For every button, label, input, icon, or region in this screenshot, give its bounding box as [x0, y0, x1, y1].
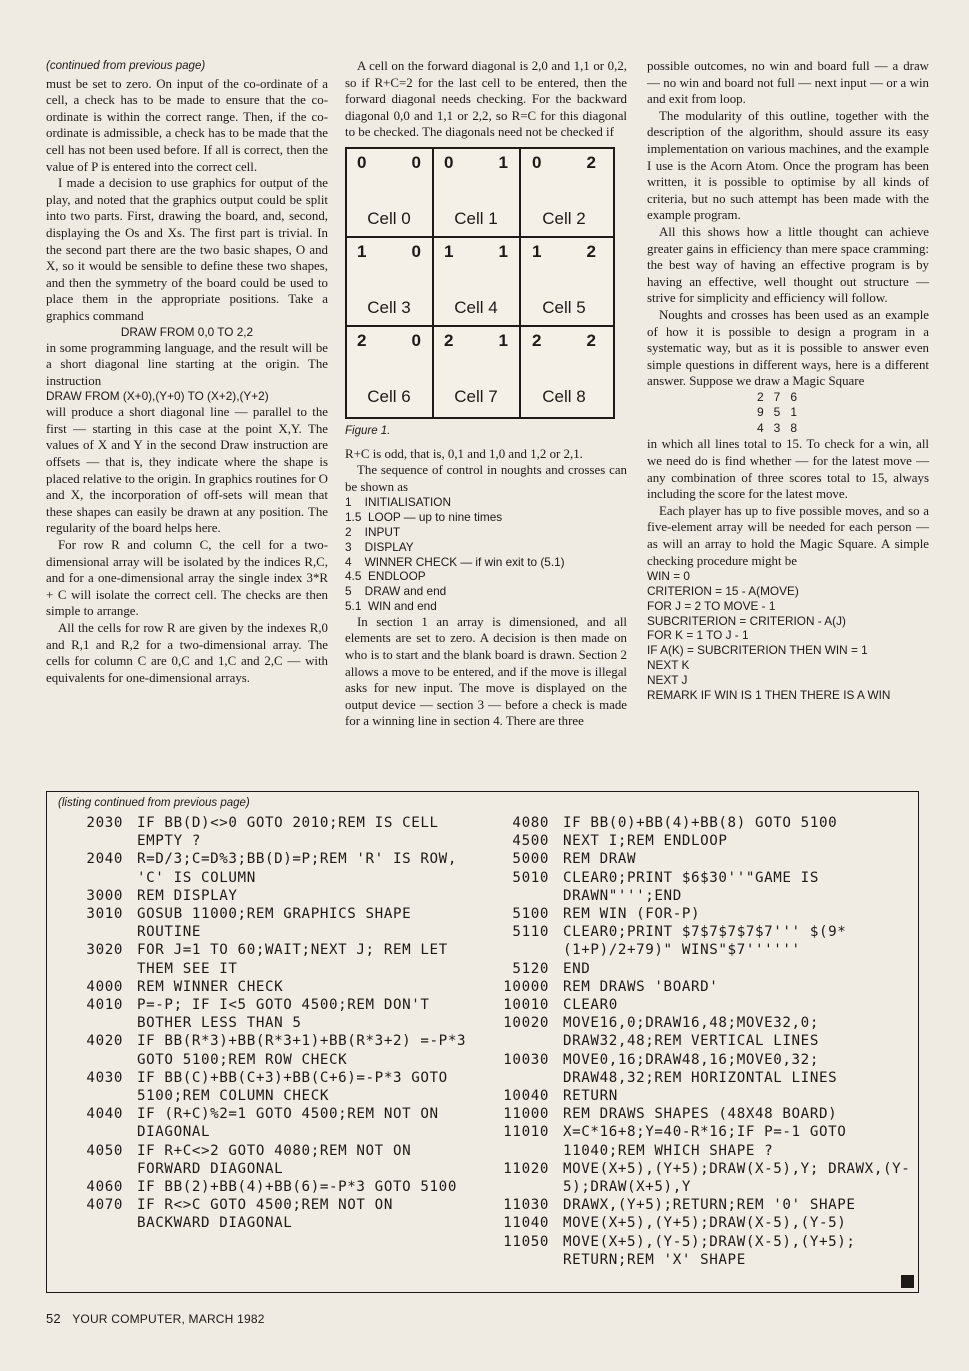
- paragraph: in which all lines total to 15. To check for a win, all we need do is find whether — for the latest move — any combination of three scores total to 15, always including the score for the latest move.: [647, 437, 929, 502]
- line-number: 4020: [86, 1033, 123, 1050]
- line-code: REM DRAWS SHAPES (48X48 BOARD): [563, 1106, 838, 1123]
- cell-label: Cell 4: [454, 297, 498, 317]
- listing-line: [487, 996, 917, 1014]
- line-code: IF BB(R*3)+BB(R*3+1)+BB(R*3+2) =-P*3 GOTO 5100;REM ROW CHECK: [137, 1033, 476, 1068]
- graphics-command: DRAW FROM (X+0),(Y+0) TO (X+2),(Y+2): [46, 389, 269, 404]
- listing-line: [487, 832, 917, 850]
- listing-right-column: [487, 814, 917, 1269]
- line-number: 11000: [503, 1106, 549, 1123]
- line-number: 10030: [503, 1051, 549, 1068]
- line-number: 3020: [86, 942, 123, 959]
- cell-label: Cell 3: [367, 297, 411, 317]
- end-of-article-mark: [901, 1275, 914, 1288]
- listing-line: [487, 1051, 917, 1087]
- grid-cell: [434, 327, 518, 415]
- listing-line: [487, 1196, 917, 1214]
- paragraph: R+C is odd, that is, 0,1 and 1,0 and 1,2 or 2,1.: [345, 446, 583, 461]
- listing-line: [487, 1014, 917, 1050]
- line-code: CLEAR0;PRINT $6$30''"GAME IS DRAWN"''';END: [563, 869, 829, 904]
- paragraph: Noughts and crosses has been used as an example of how it is possible to design a program in a systematic way, but as it is possible to answer even simple questions in different ways, here is a different answer. Suppose we draw a Magic Square: [647, 307, 929, 389]
- listing-line: [61, 996, 471, 1032]
- line-number: 3000: [86, 887, 123, 904]
- page-footer: [46, 1311, 265, 1326]
- listing-line: [61, 941, 471, 977]
- line-code: REM DISPLAY: [137, 887, 238, 904]
- listing-line: [61, 814, 471, 850]
- listing-line: [487, 923, 917, 959]
- listing-line: [487, 869, 917, 905]
- line-code: IF (R+C)%2=1 GOTO 4500;REM NOT ON DIAGONAL: [137, 1106, 448, 1141]
- line-code: MOVE(X+5),(Y-5);DRAW(X-5),(Y+5); RETURN;REM 'X' SHAPE: [563, 1233, 865, 1268]
- col-index: 2: [586, 152, 596, 172]
- magic-square-row: 2 7 6: [757, 389, 798, 404]
- row-index: 2: [357, 330, 367, 350]
- line-code: MOVE0,16;DRAW48,16;MOVE0,32; DRAW48,32;REM HORIZONTAL LINES: [563, 1051, 838, 1086]
- paragraph: The sequence of control in noughts and crosses can be shown as: [345, 463, 627, 494]
- line-number: 4000: [86, 978, 123, 995]
- listing-line: [61, 850, 471, 886]
- row-index: 2: [532, 330, 542, 350]
- line-code: IF R<>C GOTO 4500;REM NOT ON BACKWARD DIAGONAL: [137, 1197, 403, 1232]
- code-line: CRITERION = 15 - A(MOVE): [647, 583, 799, 598]
- line-number: 3010: [86, 906, 123, 923]
- line-code: REM WINNER CHECK: [137, 978, 284, 995]
- article-column-1: [46, 58, 328, 686]
- cell-label: Cell 1: [454, 208, 498, 228]
- col-index: 0: [411, 152, 421, 172]
- paragraph: possible outcomes, no win and board full — a draw — no win and board not full — next input — or a win and exit from loop.: [647, 59, 929, 107]
- row-index: 1: [532, 241, 542, 261]
- line-number: 11020: [503, 1160, 549, 1177]
- line-number: 4060: [86, 1179, 123, 1196]
- grid-cell: [522, 327, 606, 415]
- line-number: 4500: [512, 833, 549, 850]
- col-index: 1: [498, 241, 508, 261]
- col-index: 0: [411, 330, 421, 350]
- grid-cell: [347, 238, 431, 326]
- line-number: 10020: [503, 1015, 549, 1032]
- cell-label: Cell 8: [542, 386, 586, 406]
- line-code: CLEAR0: [563, 997, 618, 1014]
- cell-grid-figure: [345, 147, 615, 419]
- listing-line: [487, 1123, 917, 1159]
- paragraph: In section 1 an array is dimensioned, and all elements are set to zero. A decision is then made on who is to start and the blank board is drawn. Section 2 allows a move to be entered, and if the move is illegal asks for new input. The move is displayed on the output device — section 3 — before a check is made for a winning line in section 4. There are three: [345, 614, 627, 729]
- paragraph: will produce a short diagonal line — parallel to the first — starting in this case at the point X,Y. The values of X and Y in the second Draw instruction are offsets — that is, they indicate where the shape is placed relative to the origin. In graphics routines for O and X, the incorporation of off-sets will mean that these shapes can easily be drawn at any position. The regularity of the board helps here.: [46, 405, 328, 536]
- line-number: 11040: [503, 1215, 549, 1232]
- grid-line: [519, 149, 521, 417]
- control-step: 4.5 ENDLOOP: [345, 569, 426, 584]
- paragraph: must be set to zero. On input of the co-ordinate of a cell, a check has to be made to ensure that the co-ordinate is within the correct range. Then, if the co-ordinate is admissible, a check has to be made that the cell has not been used before. If all is correct, then the value of P is entered into the correct cell.: [46, 76, 328, 174]
- cell-label: Cell 5: [542, 297, 586, 317]
- line-code: MOVE16,0;DRAW16,48;MOVE32,0; DRAW32,48;REM VERTICAL LINES: [563, 1015, 829, 1050]
- listing-line: [487, 960, 917, 978]
- listing-line: [487, 905, 917, 923]
- line-code: MOVE(X+5),(Y+5);DRAW(X-5),(Y-5): [563, 1215, 847, 1232]
- line-code: MOVE(X+5),(Y+5);DRAW(X-5),Y; DRAWX,(Y-5);DRAW(X+5),Y: [563, 1160, 911, 1196]
- grid-cell: [434, 238, 518, 326]
- graphics-command: DRAW FROM 0,0 TO 2,2: [120, 324, 254, 339]
- line-number: 4010: [86, 997, 123, 1014]
- continued-note: (continued from previous page): [46, 60, 206, 72]
- line-code: R=D/3;C=D%3;BB(D)=P;REM 'R' IS ROW, 'C' IS COLUMN: [137, 851, 467, 886]
- line-code: P=-P; IF I<5 GOTO 4500;REM DON'T BOTHER LESS THAN 5: [137, 997, 439, 1032]
- code-line: FOR K = 1 TO J - 1: [647, 628, 749, 643]
- line-code: NEXT I;REM ENDLOOP: [563, 833, 728, 850]
- code-line: IF A(K) = SUBCRITERION THEN WIN = 1: [647, 643, 868, 658]
- line-number: 5110: [512, 924, 549, 941]
- control-step: 1.5 LOOP — up to nine times: [345, 510, 503, 525]
- grid-cell: [522, 149, 606, 237]
- line-code: REM DRAW: [563, 851, 637, 868]
- control-step: 5 DRAW and end: [345, 584, 447, 599]
- listing-line: [487, 814, 917, 832]
- listing-line: [487, 1160, 917, 1196]
- listing-line: [487, 1087, 917, 1105]
- row-index: 1: [357, 241, 367, 261]
- code-line: FOR J = 2 TO MOVE - 1: [647, 598, 776, 613]
- line-number: 11050: [503, 1233, 549, 1250]
- line-number: 2030: [86, 815, 123, 831]
- listing-line: [487, 850, 917, 868]
- listing-line: [61, 1069, 471, 1105]
- row-index: 0: [532, 152, 542, 172]
- paragraph: The modularity of this outline, together with the description of the algorithm, should assure its easy implementation on various machines, and the example I use is the Acorn Atom. Once the program has been written, it is possible to optimise by all kinds of criteria, but no such attempt has been made with the example program.: [647, 108, 929, 223]
- listing-line: [61, 1142, 471, 1178]
- paragraph: For row R and column C, the cell for a two-dimensional array will be isolated by the indices R,C, and for a one-dimensional array the single index 3*R + C will isolate the correct cell. The checks are then simple to arrange.: [46, 538, 328, 619]
- control-step: 2 INPUT: [345, 524, 401, 539]
- line-code: X=C*16+8;Y=40-R*16;IF P=-1 GOTO 11040;REM WHICH SHAPE ?: [563, 1124, 856, 1159]
- line-number: 5100: [512, 906, 549, 923]
- magic-square-row: 9 5 1: [757, 405, 798, 420]
- col-index: 1: [498, 330, 508, 350]
- listing-line: [61, 905, 471, 941]
- line-number: 10040: [503, 1088, 549, 1105]
- listing-line: [61, 1196, 471, 1232]
- article-column-2: [345, 58, 627, 730]
- cell-label: Cell 7: [454, 386, 498, 406]
- paragraph: Each player has up to five possible moves, and so a five-element array will be needed for each person — as will an array to hold the Magic Square. A simple checking procedure might be: [647, 503, 929, 568]
- grid-cell: [522, 238, 606, 326]
- col-index: 2: [586, 330, 596, 350]
- col-index: 1: [498, 152, 508, 172]
- col-index: 2: [586, 241, 596, 261]
- line-number: 4080: [512, 815, 549, 831]
- line-number: 5120: [512, 960, 549, 977]
- listing-line: [487, 1105, 917, 1123]
- article-column-3: [647, 58, 929, 702]
- line-code: IF R+C<>2 GOTO 4080;REM NOT ON FORWARD DIAGONAL: [137, 1142, 421, 1177]
- control-step: 3 DISPLAY: [345, 539, 414, 554]
- listing-line: [487, 978, 917, 996]
- grid-cell: [347, 149, 431, 237]
- code-line: NEXT K: [647, 657, 690, 672]
- listing-line: [61, 978, 471, 996]
- line-number: 2040: [86, 851, 123, 868]
- line-number: 5000: [512, 851, 549, 868]
- line-number: 11030: [503, 1197, 549, 1214]
- paragraph: All this shows how a little thought can achieve greater gains in efficiency than mere space cramming: the best way of having an effective program is by having an effective, well thought out structure — strive for simplicity and efficiency will follow.: [647, 224, 929, 306]
- paragraph: All the cells for row R are given by the indexes R,0 and R,1 and R,2 for a two-dimensional array. The cells for column C are 0,C and 1,C and 2,C — with equivalents for one-dimensional arrays.: [46, 621, 328, 685]
- cell-label: Cell 2: [542, 208, 586, 228]
- paragraph: I made a decision to use graphics for output of the play, and noted that the graphics output could be split into two parts. First, drawing the board, and, second, displaying the Os and Xs. The first part is trivial. In the second part there are the two basic shapes, O and X, so it would be sensible to define these two shapes, and then the symmetry of the board could be used to place them in the appropriate positions. Take a graphics command: [46, 176, 328, 323]
- line-number: 11010: [503, 1124, 549, 1141]
- line-code: CLEAR0;PRINT $7$7$7$7$7''' $(9*(1+P)/2+79)" WINS"$7'''''': [563, 924, 847, 959]
- listing-caption: (listing continued from previous page): [58, 797, 250, 809]
- listing-line: [487, 1214, 917, 1232]
- code-line: NEXT J: [647, 672, 688, 687]
- listing-line: [487, 1233, 917, 1269]
- line-code: IF BB(2)+BB(4)+BB(6)=-P*3 GOTO 5100: [137, 1179, 457, 1196]
- line-number: 4050: [86, 1142, 123, 1159]
- line-number: 10000: [503, 978, 549, 995]
- row-index: 0: [444, 152, 454, 172]
- listing-line: [61, 887, 471, 905]
- line-code: GOSUB 11000;REM GRAPHICS SHAPE ROUTINE: [137, 906, 421, 941]
- line-code: IF BB(C)+BB(C+3)+BB(C+6)=-P*3 GOTO 5100;REM COLUMN CHECK: [137, 1069, 457, 1105]
- control-step: 4 WINNER CHECK — if win exit to (5.1): [345, 554, 565, 569]
- line-code: END: [563, 960, 591, 977]
- listing-left-column: [61, 814, 476, 1233]
- line-code: FOR J=1 TO 60;WAIT;NEXT J; REM LET THEM SEE IT: [137, 942, 457, 977]
- cell-label: Cell 6: [367, 386, 411, 406]
- cell-label: Cell 0: [367, 208, 411, 228]
- listing-line: [61, 1032, 476, 1068]
- listing-line: [61, 1105, 471, 1141]
- line-number: 5010: [512, 869, 549, 886]
- listing-line: [61, 1178, 471, 1196]
- line-code: IF BB(D)<>0 GOTO 2010;REM IS CELL EMPTY ?: [137, 815, 448, 850]
- line-code: REM DRAWS 'BOARD': [563, 978, 719, 995]
- line-code: RETURN: [563, 1088, 618, 1105]
- code-line: SUBCRITERION = CRITERION - A(J): [647, 613, 846, 628]
- paragraph: A cell on the forward diagonal is 2,0 and 1,1 or 0,2, so if R+C=2 for the last cell to be entered, then the forward diagonal needs checking. For the backward diagonal 0,0 and 1,1 or 2,2, so R=C for this diagonal to be checked. The diagonals need not be checked if: [345, 59, 627, 140]
- grid-cell: [434, 149, 518, 237]
- publication-line: YOUR COMPUTER, MARCH 1982: [72, 1312, 265, 1326]
- line-number: 4070: [86, 1197, 123, 1214]
- row-index: 1: [444, 241, 454, 261]
- line-code: IF BB(0)+BB(4)+BB(8) GOTO 5100: [563, 815, 838, 831]
- line-code: DRAWX,(Y+5);RETURN;REM '0' SHAPE: [563, 1197, 856, 1214]
- code-line: WIN = 0: [647, 569, 690, 584]
- col-index: 0: [411, 241, 421, 261]
- row-index: 0: [357, 152, 367, 172]
- page-number: 52: [46, 1311, 61, 1326]
- control-step: 1 INITIALISATION: [345, 495, 451, 510]
- magic-square-row: 4 3 8: [757, 420, 798, 435]
- line-number: 4030: [86, 1069, 123, 1086]
- line-number: 10010: [503, 997, 549, 1014]
- program-listing: [46, 791, 919, 1293]
- line-number: 4040: [86, 1106, 123, 1123]
- line-code: REM WIN (FOR-P): [563, 906, 701, 923]
- row-index: 2: [444, 330, 454, 350]
- grid-cell: [347, 327, 431, 415]
- code-line: REMARK IF WIN IS 1 THEN THERE IS A WIN: [647, 687, 891, 702]
- control-step: 5.1 WIN and end: [345, 598, 437, 613]
- paragraph: in some programming language, and the result will be a short diagonal line starting at the origin. The instruction: [46, 340, 328, 388]
- figure-caption: Figure 1.: [345, 424, 391, 437]
